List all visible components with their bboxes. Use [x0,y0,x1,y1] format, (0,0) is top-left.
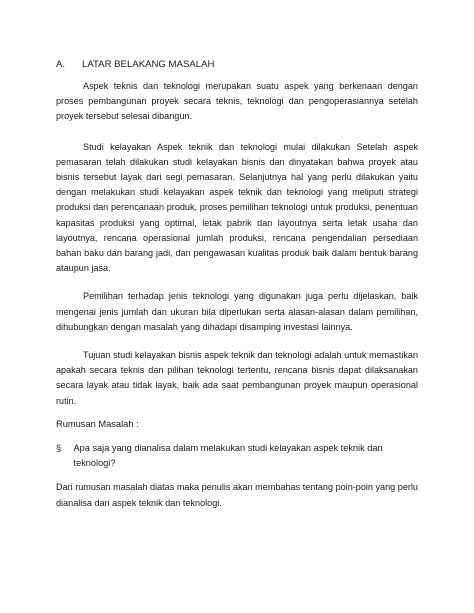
question-text: Apa saja yang dianalisa dalam melakukan studi kelayakan aspek teknik dan teknologi? [73,443,383,469]
question-item [56,441,418,471]
section-title: LATAR BELAKANG MASALAH [82,59,215,70]
paragraph-1: Aspek teknis dan teknologi merupakan suatu aspek yang berkenaan dengan proses pembangunan proyek secara teknis, teknologi dan pengoperasiannya setelah proyek tersebut selesai dibangun. [56,81,418,122]
paragraph-3: Pemilihan terhadap jenis teknologi yang digunakan juga perlu dijelaskan, baik mengenai jenis jumlah dan ukuran bila diperlukan serta alasan-alasan dalam pemilihan, dihubungkan dengan masalah yang dihadapi disamping investasi lainnya. [56,291,418,332]
section-heading [56,59,418,70]
rumusan-masalah-label: Rumusan Masalah : [56,418,139,429]
paragraph-4: Tujuan studi kelayakan bisnis aspek teknik dan teknologi adalah untuk memastikan apakah secara teknis dan pilihan teknologi tertentu, rencana bisnis dapat dilaksanakan secara layak atau tidak layak, baik ada saat pembangunan proyek maupun operasional rutin. [56,350,418,406]
bullet-icon: § [56,443,62,454]
closing-paragraph: Dari rumusan masalah diatas maka penulis akan membahas tentang poin-poin yang perlu dianalisa dari aspek teknik dan teknologi. [56,482,418,508]
paragraph-2: Studi kelayakan Aspek teknik dan teknologi mulai dilakukan Setelah aspek pemasaran telah dilakukan studi kelayakan bisnis dan dinyatakan bahwa proyek atau bisnis tersebut layak dari segi pemasaran. Selanjutnya hal yang perlu dilakukan yaitu dengan melakukan studi kelayakan aspek teknik dan teknologi yang meliputi strategi produksi dan perencanaan produk, proses pemilihan teknologi untuk produksi, penentuan kapasitas produksi yang optimal, letak pabrik dan layoutnya serta letak usaha dan layoutnya, rencana operasional jumlah produksi, rencana pengendalian persediaan bahan baku dan barang jadi, dan pengawasan kualitas produk baik dalam bentuk barang ataupun jasa. [56,141,418,274]
section-number: A. [56,59,66,70]
